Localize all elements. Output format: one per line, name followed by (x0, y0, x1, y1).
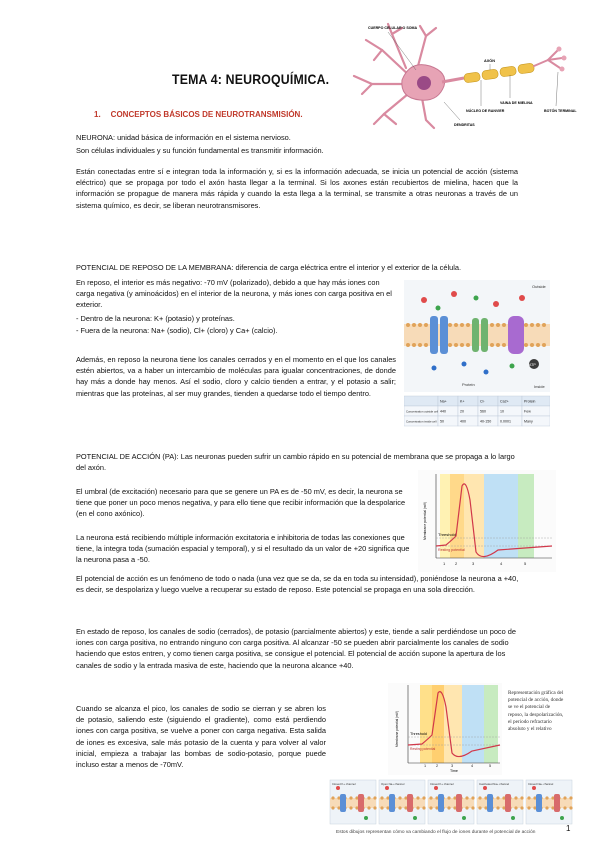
ap1-resting: Resting potential (438, 548, 465, 552)
reposo-bullet-2: - Fuera de la neurona: Na+ (sodio), Cl+ (cloro) y Ca+ (calcio). (76, 326, 278, 335)
section-number: 1. (94, 110, 101, 119)
ap2-xlabel: Time (450, 769, 458, 773)
ap2-threshold: Threshold (410, 732, 427, 736)
table-cell: 440 (440, 409, 446, 414)
table-cell: 0.0001 (500, 419, 511, 424)
page-number: 1 (566, 824, 571, 833)
ion-channel-strip (328, 778, 578, 828)
neurona-line-1: NEURONA: unidad básica de información en el sistema nervioso. (76, 133, 291, 142)
ap2-phase-2: 2 (436, 764, 439, 768)
phase-bands-2 (420, 685, 498, 763)
table-cell: Ca2+ (500, 399, 509, 404)
table-cell: K+ (460, 399, 465, 404)
table-cell: 40-150 (480, 419, 492, 424)
ap1-phase-2: 2 (455, 561, 458, 566)
table-cell: Protein (524, 399, 536, 404)
table-cell: 20 (460, 409, 464, 414)
channel-label: Closed K+ channel (430, 782, 454, 786)
table-cell: Cl- (480, 399, 485, 404)
channel-cell (330, 780, 377, 824)
channel-label: Open Na+ channel (381, 782, 405, 786)
ap1-phase-3: 3 (472, 561, 475, 566)
accion-paragraph-6: Cuando se alcanza el pico, los canales de sodio se cierran y se abren los de potasio, saliendo este (siguiendo el gradiente), como está perdiendo iones con carga positiva, se vuelve a poner con carga negativa. Esta salida de iones es excesiva, sale más potasio de la cuenta y para volver al valor inicial, empieza a trabajar las bombas de sodio-potasio, porque puede incluso estar a menos de -70mV. (76, 704, 326, 770)
table-cell: 400 (460, 419, 466, 424)
ap1-ylabel: Membrane potential (mV) (423, 501, 427, 540)
ap1-phase-5: 5 (524, 561, 527, 566)
channel-label: Closed Na+ channel (528, 782, 554, 786)
label-dendritas: DENDRITAS (454, 123, 475, 127)
ap2-resting: Resting potential (410, 747, 436, 751)
ap2-phase-4: 4 (471, 764, 474, 768)
ap1-threshold: Threshold (438, 532, 456, 537)
label-mielina: VAINA DE MIELINA (500, 101, 533, 105)
bottom-caption: Estos dibujos representan cómo va cambiando el flujo de iones durante el potencial de acción (336, 830, 536, 835)
label-soma: CUERPO CELULAR O SOMA (368, 26, 418, 30)
page-title: TEMA 4: NEUROQUÍMICA. (172, 71, 330, 87)
reposo-paragraph-1: En reposo, el interior es más negativo: -70 mV (polarizado), debido a que hay más iones con carga negativa (y aminoácidos) en el interior de la neurona, y más iones con carga positiva en el exterior. (76, 278, 392, 310)
label-outside: Outside (532, 284, 546, 289)
accion-paragraph-5: En estado de reposo, los canales de sodio (cerrados), de potasio (parcialmente abiertos) y este, tiende a salir perdiéndose un poco de iones con carga positiva, no entrando ninguno con carga positiva. Al alcanzar -50 se pueden abrir parcialmente los canales de sodio haciendo que estos entren, y como tienen carga positiva, se consigue el potencial. El potencial de acción supone la apertura de los canales de sodio y la entrada masiva de este, haciendo que la neurona alcance +40. (76, 627, 517, 670)
label-boton: BOTÓN TERMINAL (544, 109, 577, 113)
label-atp: ATP (529, 363, 536, 367)
ap2-phase-1: 1 (424, 764, 427, 768)
channel-cell (526, 780, 573, 824)
section-title: CONCEPTOS BÁSICOS DE NEUROTRANSMISIÓN. (110, 110, 303, 119)
ap2-phase-5: 5 (489, 764, 492, 768)
channel-label: Closed K+ channel (332, 782, 356, 786)
ap-chart-2 (388, 683, 502, 775)
channel-cell (477, 780, 524, 824)
table-cell: Many (524, 419, 533, 424)
neurona-paragraph: Están conectadas entre sí e integran toda la información y, si es la información adecuada, se inicia un potencial de acción (sistema eléctrico) que se propaga por todo el axón hasta llegar a la terminal. Si los axones están recubiertos de mielina, hacen que la información se propague de manera más rápida y cuando la esta llega a la terminal, se transmite a otras neuronas a través de un sistema químico, es decir, se liberan neurotransmisores. (76, 167, 518, 210)
table-cell: Na+ (440, 399, 447, 404)
ap2-ylabel: Membrane potential (mV) (395, 711, 399, 747)
accion-paragraph-4: El potencial de acción es un fenómeno de todo o nada (una vez que se da, se da en toda su intensidad), poniéndose la neurona a +40, es decir, se despolariza y luego vuelve a recuperar su estado de reposo. Este potencial se propaga en una sola dirección. (76, 574, 519, 595)
table-cell: Concentration inside cell (406, 419, 437, 424)
accion-paragraph-1: POTENCIAL DE ACCIÓN (PA): Las neuronas pueden sufrir un cambio rápido en su potencial de membrana que se propaga a lo largo del axón. (76, 452, 515, 473)
membrane-figure (404, 280, 550, 430)
section-heading (94, 110, 313, 119)
ap-chart-2-caption: Representación gráfica del potencial de acción, donde se ve el potencial de reposo, la despolarización, el periodo refractario absoluto y el relativo (508, 690, 564, 733)
reposo-paragraph-2: Además, en reposo la neurona tiene los canales cerrados y en el momento en el que los canales estén abiertos, va a haber un intercambio de moléculas para igualar concentraciones, de donde hay más a donde hay menos. Así el sodio, cloro y calcio tienden a entrar, y el potasio a salir; mientras que las proteínas, al ser muy grandes, tienden a quedarse todo el tiempo dentro. (76, 355, 396, 398)
accion-paragraph-3: La neurona está recibiendo múltiple información excitatoria e inhibitoria de todas las conexiones que tiene, la integra toda (sumación espacial y temporal), y si el resultado da un valor de +20 significa que la neurona pasa a -50. (76, 533, 410, 565)
neurona-line-2: Son células individuales y su función fundamental es transmitir información. (76, 146, 324, 155)
ap-chart-1 (418, 470, 556, 572)
table-cell: 10 (500, 409, 504, 414)
reposo-heading: POTENCIAL DE REPOSO DE LA MEMBRANA: diferencia de carga eléctrica entre el interior y el exterior de la célula. (76, 263, 462, 272)
table-cell: Few (524, 409, 531, 414)
table-cell: 50 (440, 419, 444, 424)
channel-label: Inactivated Na+ channel (479, 782, 510, 786)
table-cell: 560 (480, 409, 486, 414)
ap2-phase-3: 3 (451, 764, 454, 768)
ap1-phase-4: 4 (500, 561, 503, 566)
channel-cell (379, 780, 426, 824)
table-cell: Concentration outside cell (406, 409, 439, 414)
label-protein: Protein (462, 382, 475, 387)
reposo-bullet-1: - Dentro de la neurona: K+ (potasio) y proteínas. (76, 314, 235, 323)
label-axon: AXÓN (484, 59, 495, 63)
phase-bands-1 (440, 474, 534, 558)
label-inside: Inside (534, 384, 545, 389)
neuron-figure (344, 20, 584, 132)
channel-cell (428, 780, 475, 824)
accion-paragraph-2: El umbral (de excitación) necesario para que se genere un PA es de -50 mV, es decir, la neurona se tiene que poner un poco menos negativa, y para ello tiene que recibir información que la despolarice (en el cono axónico). (76, 487, 406, 519)
label-ranvier: NÚCLEO DE RANVIER (466, 109, 505, 113)
ap1-phase-1: 1 (443, 561, 446, 566)
